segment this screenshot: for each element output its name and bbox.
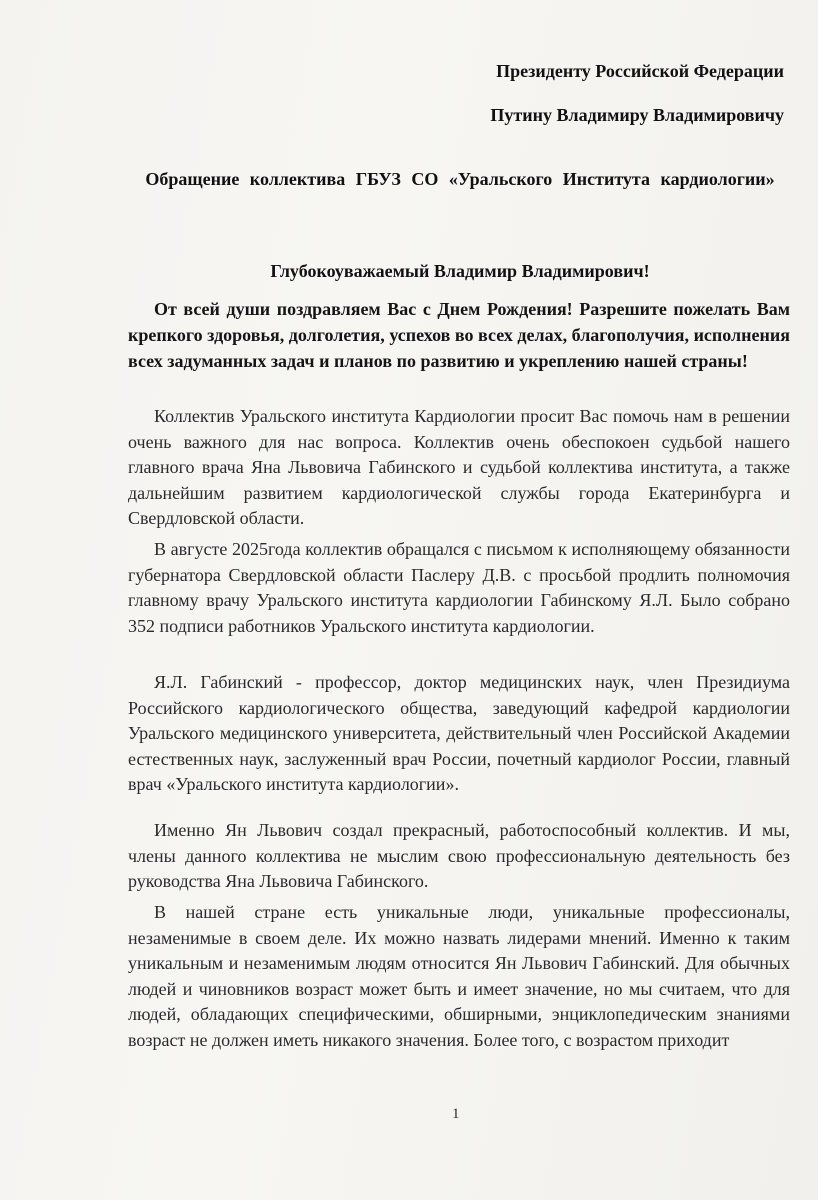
letter-greeting: Глубокоуважаемый Владимир Владимирович! [270,261,650,281]
paragraph-credentials [128,670,790,798]
paragraph-text: От всей души поздравляем Вас с Днем Рождения! Разрешите пожелать Вам крепкого здоровья, долголетия, успехов во всех делах, благополучия, исполнения всех задуманных задач и планов по развитию и укреплению нашей страны! [128,299,790,371]
paragraph-team [128,818,790,895]
paragraph-text: В августе 2025года коллектив обращался с письмом к исполняющему обязанности губернатора Свердловской области Паслеру Д.В. с просьбой продлить полномочия главному врачу Уральского института кардиологии Габинскому Я.Л. Было собрано 352 подписи работников Уральского института кардиологии. [128,539,790,636]
addressee-title: Президенту Российской Федерации [496,61,784,81]
paragraph-congratulations [128,296,790,374]
paragraph-text: Коллектив Уральского института Кардиологии просит Вас помочь нам в решении очень важного для нас вопроса. Коллектив очень обеспокоен судьбой нашего главного врача Яна Львовича Габинского и судьбой коллектива института, а также дальнейшим развитием кардиологической службы города Екатеринбурга и Свердловской области. [128,406,790,528]
paragraph-text: Я.Л. Габинский - профессор, доктор медицинских наук, член Президиума Российского кардиологического общества, заведующий кафедрой кардиологии Уральского медицинского университета, действительный член Российской Академии естественных наук, заслуженный врач России, почетный кардиолог России, главный врач «Уральского института кардиологии». [128,672,790,794]
paragraph-august-appeal [128,537,790,639]
paragraph-text: Именно Ян Львович создал прекрасный, работоспособный коллектив. И мы, члены данного коллектива не мыслим свою профессиональную деятельность без руководства Яна Львовича Габинского. [128,820,790,891]
page-number: 1 [452,1106,460,1122]
paragraph-request [128,404,790,532]
addressee-name: Путину Владимиру Владимировичу [490,105,784,125]
paragraph-text: В нашей стране есть уникальные люди, уникальные профессионалы, незаменимые в своем деле. Их можно назвать лидерами мнений. Именно к таким уникальным и незаменимым людям относится Ян Львович Габинский. Для обычных людей и чиновников возраст может быть и имеет значение, но мы считаем, что для людей, обладающих специфическими, обширными, энциклопедическим знаниями возраст не должен иметь никакого значения. Более того, с возрастом приходит [128,902,790,1050]
paragraph-unique-people [128,900,790,1053]
letter-subject: Обращение коллектива ГБУЗ СО «Уральского Института кардиологии» [145,169,775,189]
